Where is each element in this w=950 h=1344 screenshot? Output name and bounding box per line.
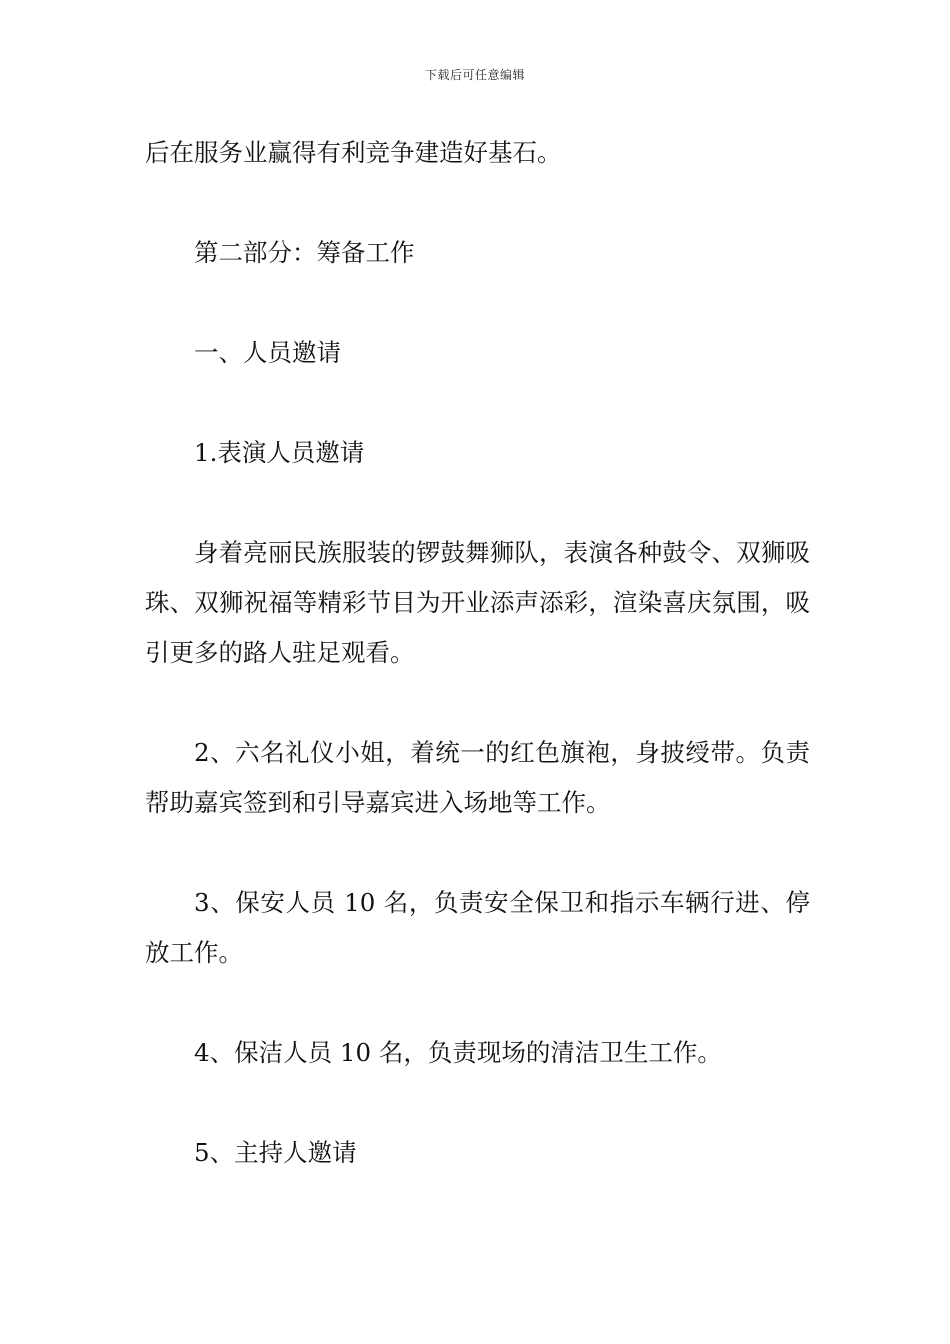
document-body xyxy=(145,128,810,1228)
section-heading-part-two: 第二部分：筹备工作 xyxy=(194,238,415,267)
paragraph-continuation: 后在服务业赢得有利竞争建造好基石。 xyxy=(145,138,562,167)
item-heading-host: 5、主持人邀请 xyxy=(194,1138,357,1167)
paragraph-security-staff: 3、保安人员 10 名，负责安全保卫和指示车辆行进、停放工作。 xyxy=(145,888,810,967)
item-heading-performers: 1.表演人员邀请 xyxy=(194,438,365,467)
paragraph-lion-dance: 身着亮丽民族服装的锣鼓舞狮队，表演各种鼓令、双狮吸珠、双狮祝福等精彩节目为开业添声添彩，渲染喜庆氛围，吸引更多的路人驻足观看。 xyxy=(145,538,810,667)
page-header-note: 下载后可任意编辑 xyxy=(424,68,525,82)
paragraph-etiquette-staff: 2、六名礼仪小姐，着统一的红色旗袍，身披绶带。负责帮助嘉宾签到和引导嘉宾进入场地等工作。 xyxy=(145,738,810,817)
paragraph-cleaning-staff: 4、保洁人员 10 名，负责现场的清洁卫生工作。 xyxy=(194,1038,722,1067)
subsection-heading-staff-invitation: 一、人员邀请 xyxy=(194,338,341,367)
